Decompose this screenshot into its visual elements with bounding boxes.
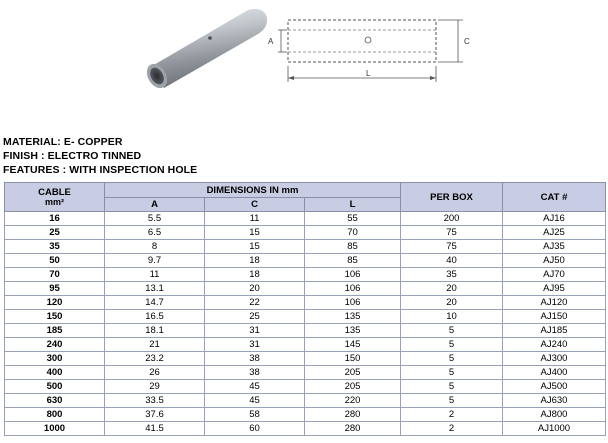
dimension-c-label: C [464, 37, 470, 46]
header-cat: CAT # [503, 183, 606, 212]
cell-cable: 500 [5, 380, 105, 394]
header-a: A [105, 198, 205, 212]
cell-per-box: 40 [401, 254, 503, 268]
product-photo [140, 0, 270, 92]
table-row [5, 310, 606, 324]
dimension-a-label: A [268, 37, 274, 46]
table-row [5, 268, 606, 282]
cell-c: 20 [205, 282, 305, 296]
table-row [5, 240, 606, 254]
cell-a: 16.5 [105, 310, 205, 324]
cell-per-box: 5 [401, 338, 503, 352]
table-row [5, 212, 606, 226]
cell-a: 26 [105, 366, 205, 380]
technical-drawing [258, 10, 488, 90]
cell-l: 135 [305, 324, 401, 338]
cell-cable: 70 [5, 268, 105, 282]
cell-c: 22 [205, 296, 305, 310]
cell-cat: AJ25 [503, 226, 606, 240]
dimension-l-label: L [366, 69, 371, 78]
cell-cat: AJ50 [503, 254, 606, 268]
cell-per-box: 5 [401, 324, 503, 338]
cell-a: 21 [105, 338, 205, 352]
cell-l: 106 [305, 282, 401, 296]
cell-c: 15 [205, 226, 305, 240]
cell-c: 58 [205, 408, 305, 422]
cell-cat: AJ95 [503, 282, 606, 296]
cell-c: 38 [205, 366, 305, 380]
cell-a: 6.5 [105, 226, 205, 240]
cell-l: 280 [305, 408, 401, 422]
table-row [5, 338, 606, 352]
table-row [5, 324, 606, 338]
cell-l: 85 [305, 254, 401, 268]
cell-l: 220 [305, 394, 401, 408]
header-c: C [205, 198, 305, 212]
cell-cable: 185 [5, 324, 105, 338]
cell-c: 31 [205, 324, 305, 338]
cell-a: 29 [105, 380, 205, 394]
cell-cable: 300 [5, 352, 105, 366]
cell-cable: 800 [5, 408, 105, 422]
table-body [5, 212, 606, 436]
dimensions-table [4, 182, 606, 436]
table-row [5, 254, 606, 268]
table-row [5, 366, 606, 380]
cell-per-box: 5 [401, 380, 503, 394]
table-row [5, 352, 606, 366]
header-l: L [305, 198, 401, 212]
cell-cat: AJ500 [503, 380, 606, 394]
cell-per-box: 5 [401, 394, 503, 408]
cell-cat: AJ70 [503, 268, 606, 282]
cell-a: 5.5 [105, 212, 205, 226]
table-row [5, 226, 606, 240]
header-per-box: PER BOX [401, 183, 503, 212]
cell-cat: AJ120 [503, 296, 606, 310]
cell-a: 9.7 [105, 254, 205, 268]
spec-features: FEATURES : WITH INSPECTION HOLE [3, 164, 198, 176]
cell-l: 135 [305, 310, 401, 324]
table-row [5, 422, 606, 436]
header-dimensions: DIMENSIONS IN mm [105, 183, 401, 198]
cell-c: 38 [205, 352, 305, 366]
cell-a: 14.7 [105, 296, 205, 310]
header-cable-unit: mm² [44, 197, 64, 207]
cell-cable: 95 [5, 282, 105, 296]
spec-material: MATERIAL: E- COPPER [3, 136, 123, 148]
cell-per-box: 20 [401, 282, 503, 296]
cell-cat: AJ16 [503, 212, 606, 226]
cell-cable: 120 [5, 296, 105, 310]
cell-c: 18 [205, 268, 305, 282]
table-row [5, 296, 606, 310]
cell-c: 25 [205, 310, 305, 324]
table-row [5, 282, 606, 296]
cell-c: 60 [205, 422, 305, 436]
cell-c: 45 [205, 380, 305, 394]
cell-cat: AJ240 [503, 338, 606, 352]
cell-l: 145 [305, 338, 401, 352]
cell-a: 23.2 [105, 352, 205, 366]
cell-cable: 240 [5, 338, 105, 352]
cell-a: 13.1 [105, 282, 205, 296]
cell-cable: 400 [5, 366, 105, 380]
cell-cat: AJ800 [503, 408, 606, 422]
cell-cat: AJ300 [503, 352, 606, 366]
cell-per-box: 200 [401, 212, 503, 226]
cell-cable: 630 [5, 394, 105, 408]
cell-cable: 150 [5, 310, 105, 324]
cell-cat: AJ1000 [503, 422, 606, 436]
cell-cable: 35 [5, 240, 105, 254]
cell-c: 11 [205, 212, 305, 226]
cell-per-box: 5 [401, 366, 503, 380]
cell-cable: 25 [5, 226, 105, 240]
cell-l: 106 [305, 268, 401, 282]
table-row [5, 394, 606, 408]
cell-l: 106 [305, 296, 401, 310]
cell-cable: 1000 [5, 422, 105, 436]
table-row [5, 408, 606, 422]
cell-cat: AJ400 [503, 366, 606, 380]
cell-per-box: 2 [401, 408, 503, 422]
cell-a: 8 [105, 240, 205, 254]
cell-per-box: 75 [401, 226, 503, 240]
cell-cat: AJ630 [503, 394, 606, 408]
cell-per-box: 20 [401, 296, 503, 310]
cell-l: 85 [305, 240, 401, 254]
cell-l: 55 [305, 212, 401, 226]
spec-finish: FINISH : ELECTRO TINNED [3, 150, 142, 162]
cell-l: 70 [305, 226, 401, 240]
cell-l: 150 [305, 352, 401, 366]
cell-a: 37.6 [105, 408, 205, 422]
cell-per-box: 35 [401, 268, 503, 282]
cell-cable: 16 [5, 212, 105, 226]
cell-per-box: 5 [401, 352, 503, 366]
table-row [5, 380, 606, 394]
cell-l: 205 [305, 366, 401, 380]
cell-cat: AJ185 [503, 324, 606, 338]
cell-per-box: 10 [401, 310, 503, 324]
cell-l: 280 [305, 422, 401, 436]
cell-per-box: 2 [401, 422, 503, 436]
cell-cat: AJ150 [503, 310, 606, 324]
cell-c: 15 [205, 240, 305, 254]
cell-a: 33.5 [105, 394, 205, 408]
header-cable-label: CABLE [38, 187, 71, 198]
cell-c: 18 [205, 254, 305, 268]
cell-a: 11 [105, 268, 205, 282]
cell-c: 45 [205, 394, 305, 408]
cell-cable: 50 [5, 254, 105, 268]
cell-c: 31 [205, 338, 305, 352]
cell-cat: AJ35 [503, 240, 606, 254]
cell-l: 205 [305, 380, 401, 394]
cell-per-box: 75 [401, 240, 503, 254]
header-cable [5, 183, 105, 212]
cell-a: 18.1 [105, 324, 205, 338]
cell-a: 41.5 [105, 422, 205, 436]
